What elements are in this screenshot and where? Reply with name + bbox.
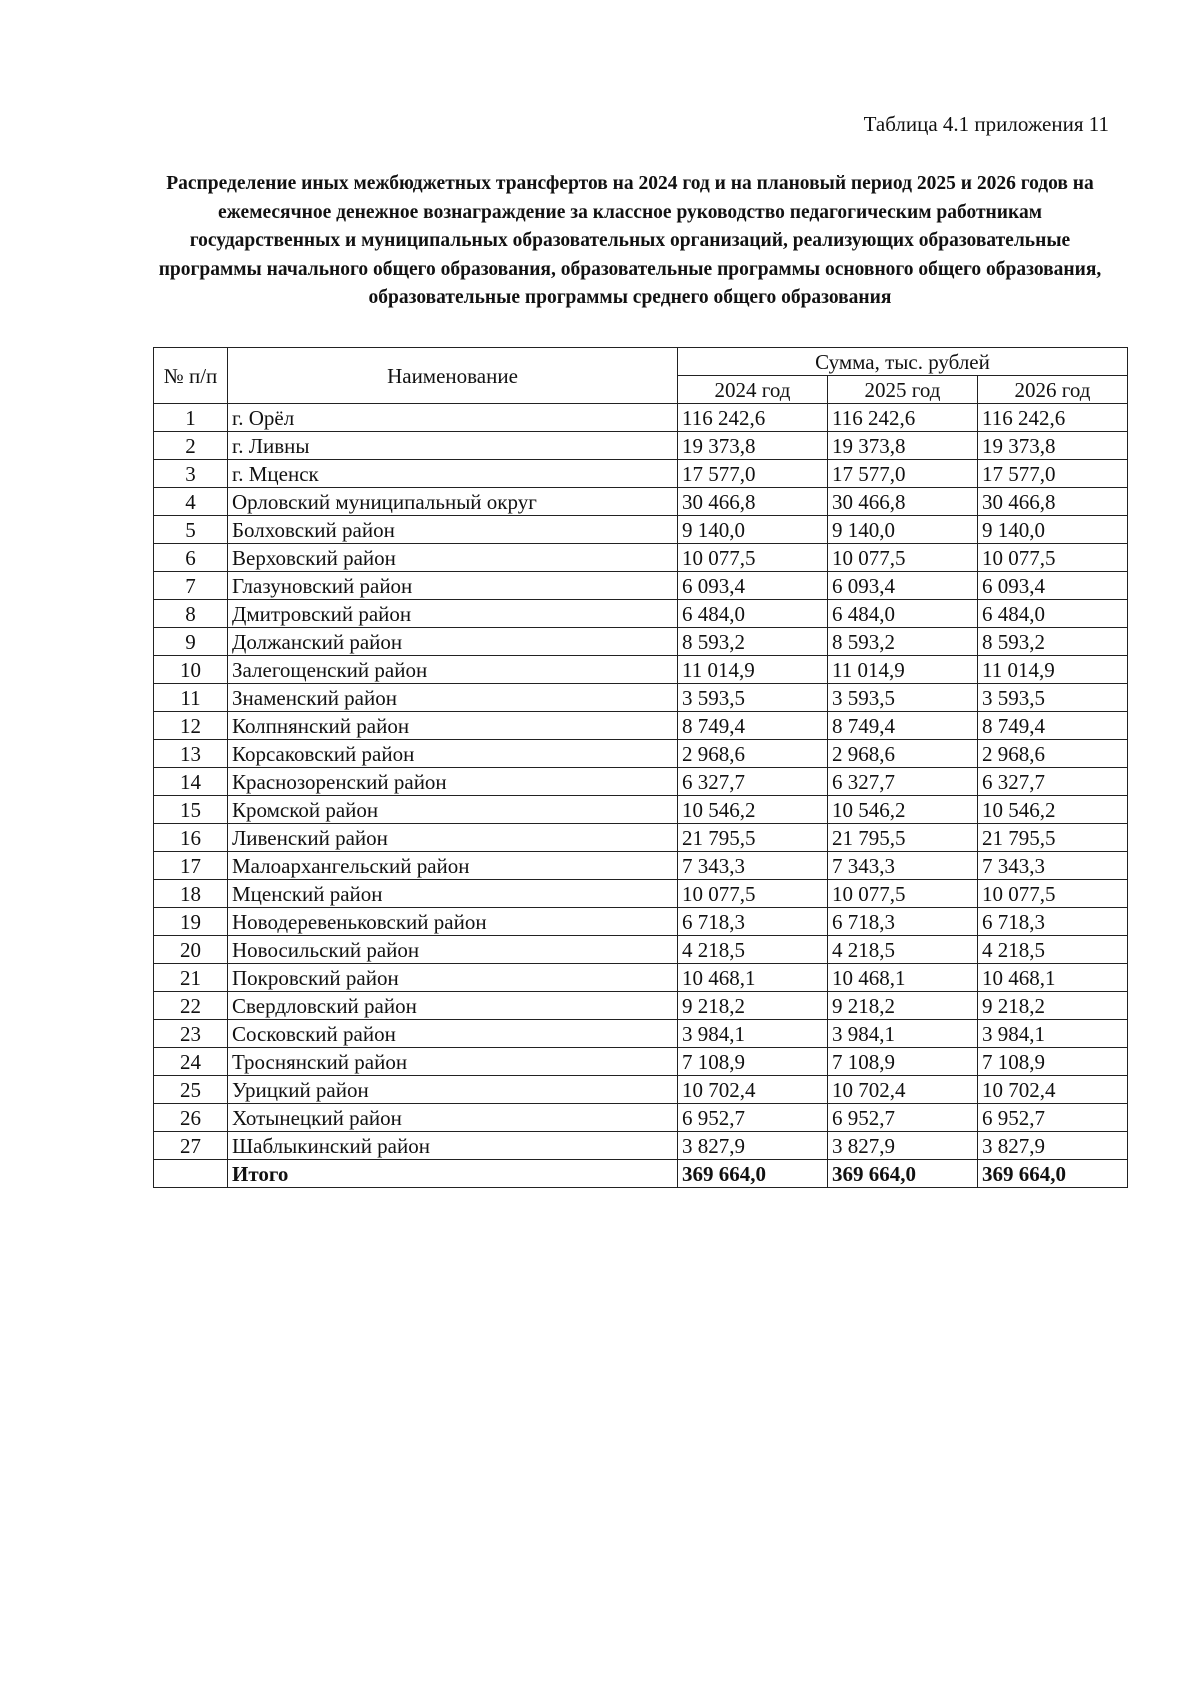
value-2026: 6 952,7 xyxy=(978,1104,1128,1132)
table-row xyxy=(154,516,1128,544)
value-2025: 116 242,6 xyxy=(828,404,978,432)
value-2024: 10 468,1 xyxy=(678,964,828,992)
value-2026: 3 827,9 xyxy=(978,1132,1128,1160)
total-2024: 369 664,0 xyxy=(678,1160,828,1188)
value-2025: 19 373,8 xyxy=(828,432,978,460)
table-row xyxy=(154,404,1128,432)
value-2026: 8 593,2 xyxy=(978,628,1128,656)
value-2025: 10 468,1 xyxy=(828,964,978,992)
value-2025: 6 484,0 xyxy=(828,600,978,628)
value-2026: 3 593,5 xyxy=(978,684,1128,712)
value-2025: 3 827,9 xyxy=(828,1132,978,1160)
row-number: 20 xyxy=(154,936,228,964)
row-name: Шаблыкинский район xyxy=(228,1132,678,1160)
header-year-2025: 2025 год xyxy=(828,376,978,404)
table-row xyxy=(154,852,1128,880)
row-number: 3 xyxy=(154,460,228,488)
table-row xyxy=(154,768,1128,796)
row-number: 23 xyxy=(154,1020,228,1048)
value-2025: 4 218,5 xyxy=(828,936,978,964)
row-number: 10 xyxy=(154,656,228,684)
row-name: Должанский район xyxy=(228,628,678,656)
value-2024: 10 702,4 xyxy=(678,1076,828,1104)
table-row xyxy=(154,796,1128,824)
value-2024: 19 373,8 xyxy=(678,432,828,460)
value-2026: 11 014,9 xyxy=(978,656,1128,684)
row-name: Знаменский район xyxy=(228,684,678,712)
row-number: 25 xyxy=(154,1076,228,1104)
value-2024: 3 827,9 xyxy=(678,1132,828,1160)
value-2024: 10 077,5 xyxy=(678,880,828,908)
value-2025: 30 466,8 xyxy=(828,488,978,516)
value-2026: 6 093,4 xyxy=(978,572,1128,600)
value-2024: 8 749,4 xyxy=(678,712,828,740)
table-row xyxy=(154,460,1128,488)
value-2025: 8 593,2 xyxy=(828,628,978,656)
table-row xyxy=(154,880,1128,908)
row-name: г. Орёл xyxy=(228,404,678,432)
row-name: Болховский район xyxy=(228,516,678,544)
row-name: Троснянский район xyxy=(228,1048,678,1076)
header-name: Наименование xyxy=(228,348,678,404)
value-2024: 4 218,5 xyxy=(678,936,828,964)
value-2026: 30 466,8 xyxy=(978,488,1128,516)
row-name: Новодеревеньковский район xyxy=(228,908,678,936)
table-row xyxy=(154,488,1128,516)
value-2026: 6 718,3 xyxy=(978,908,1128,936)
value-2025: 9 218,2 xyxy=(828,992,978,1020)
value-2024: 10 546,2 xyxy=(678,796,828,824)
row-name: Корсаковский район xyxy=(228,740,678,768)
value-2024: 7 108,9 xyxy=(678,1048,828,1076)
row-name: г. Ливны xyxy=(228,432,678,460)
value-2024: 116 242,6 xyxy=(678,404,828,432)
value-2024: 3 984,1 xyxy=(678,1020,828,1048)
table-row xyxy=(154,600,1128,628)
value-2025: 6 952,7 xyxy=(828,1104,978,1132)
total-num-cell xyxy=(154,1160,228,1188)
value-2025: 7 343,3 xyxy=(828,852,978,880)
value-2026: 7 343,3 xyxy=(978,852,1128,880)
value-2025: 11 014,9 xyxy=(828,656,978,684)
table-row xyxy=(154,1020,1128,1048)
value-2024: 8 593,2 xyxy=(678,628,828,656)
value-2025: 3 984,1 xyxy=(828,1020,978,1048)
value-2026: 10 702,4 xyxy=(978,1076,1128,1104)
document-title: Распределение иных межбюджетных трансфертов на 2024 год и на плановый период 2025 и 2026 годов на ежемесячное денежное вознаграждение за классное руководство педагогическим работникам государственных и муниципальных образовательных организаций, реализующих образовательные программы начального общего образования, образовательные программы основного общего образования, образовательные программы среднего общего образования xyxy=(158,173,1102,308)
row-number: 7 xyxy=(154,572,228,600)
table-caption: Таблица 4.1 приложения 11 xyxy=(863,112,1109,136)
value-2026: 17 577,0 xyxy=(978,460,1128,488)
row-number: 15 xyxy=(154,796,228,824)
row-name: Новосильский район xyxy=(228,936,678,964)
row-name: Покровский район xyxy=(228,964,678,992)
value-2024: 6 484,0 xyxy=(678,600,828,628)
total-2026: 369 664,0 xyxy=(978,1160,1128,1188)
value-2024: 30 466,8 xyxy=(678,488,828,516)
value-2026: 10 077,5 xyxy=(978,544,1128,572)
table-row xyxy=(154,628,1128,656)
table-body xyxy=(154,404,1128,1188)
value-2024: 6 952,7 xyxy=(678,1104,828,1132)
value-2025: 8 749,4 xyxy=(828,712,978,740)
row-number: 5 xyxy=(154,516,228,544)
table-row xyxy=(154,908,1128,936)
value-2024: 11 014,9 xyxy=(678,656,828,684)
value-2026: 10 468,1 xyxy=(978,964,1128,992)
row-number: 26 xyxy=(154,1104,228,1132)
header-year-2024: 2024 год xyxy=(678,376,828,404)
value-2026: 3 984,1 xyxy=(978,1020,1128,1048)
value-2026: 2 968,6 xyxy=(978,740,1128,768)
row-number: 9 xyxy=(154,628,228,656)
table-row xyxy=(154,1104,1128,1132)
distribution-table xyxy=(153,347,1128,1188)
row-number: 24 xyxy=(154,1048,228,1076)
value-2025: 9 140,0 xyxy=(828,516,978,544)
row-number: 8 xyxy=(154,600,228,628)
table-row xyxy=(154,432,1128,460)
value-2024: 21 795,5 xyxy=(678,824,828,852)
table-row xyxy=(154,964,1128,992)
row-name: Кромской район xyxy=(228,796,678,824)
value-2025: 3 593,5 xyxy=(828,684,978,712)
row-number: 21 xyxy=(154,964,228,992)
value-2025: 6 327,7 xyxy=(828,768,978,796)
value-2025: 10 077,5 xyxy=(828,880,978,908)
table-row xyxy=(154,936,1128,964)
value-2026: 116 242,6 xyxy=(978,404,1128,432)
table-row xyxy=(154,544,1128,572)
row-name: Малоархангельский район xyxy=(228,852,678,880)
table-row xyxy=(154,684,1128,712)
row-name: Сосковский район xyxy=(228,1020,678,1048)
value-2026: 9 218,2 xyxy=(978,992,1128,1020)
table-row xyxy=(154,656,1128,684)
table-row xyxy=(154,1048,1128,1076)
value-2025: 7 108,9 xyxy=(828,1048,978,1076)
row-name: Мценский район xyxy=(228,880,678,908)
value-2026: 19 373,8 xyxy=(978,432,1128,460)
row-number: 12 xyxy=(154,712,228,740)
total-row xyxy=(154,1160,1128,1188)
value-2025: 17 577,0 xyxy=(828,460,978,488)
value-2026: 21 795,5 xyxy=(978,824,1128,852)
table-row xyxy=(154,740,1128,768)
value-2026: 10 546,2 xyxy=(978,796,1128,824)
value-2024: 9 218,2 xyxy=(678,992,828,1020)
row-name: Свердловский район xyxy=(228,992,678,1020)
value-2026: 9 140,0 xyxy=(978,516,1128,544)
table-row xyxy=(154,1076,1128,1104)
value-2025: 2 968,6 xyxy=(828,740,978,768)
row-number: 22 xyxy=(154,992,228,1020)
row-number: 27 xyxy=(154,1132,228,1160)
value-2025: 10 702,4 xyxy=(828,1076,978,1104)
value-2026: 7 108,9 xyxy=(978,1048,1128,1076)
value-2024: 9 140,0 xyxy=(678,516,828,544)
row-name: Глазуновский район xyxy=(228,572,678,600)
value-2025: 6 093,4 xyxy=(828,572,978,600)
row-name: Орловский муниципальный округ xyxy=(228,488,678,516)
table-row xyxy=(154,712,1128,740)
value-2024: 6 327,7 xyxy=(678,768,828,796)
total-label: Итого xyxy=(228,1160,678,1188)
header-year-2026: 2026 год xyxy=(978,376,1128,404)
row-name: Хотынецкий район xyxy=(228,1104,678,1132)
row-name: Верховский район xyxy=(228,544,678,572)
value-2024: 6 718,3 xyxy=(678,908,828,936)
value-2026: 4 218,5 xyxy=(978,936,1128,964)
table-row xyxy=(154,992,1128,1020)
row-number: 11 xyxy=(154,684,228,712)
header-sum: Сумма, тыс. рублей xyxy=(678,348,1128,376)
row-number: 1 xyxy=(154,404,228,432)
value-2026: 8 749,4 xyxy=(978,712,1128,740)
row-number: 14 xyxy=(154,768,228,796)
value-2024: 7 343,3 xyxy=(678,852,828,880)
row-number: 19 xyxy=(154,908,228,936)
row-number: 6 xyxy=(154,544,228,572)
row-number: 16 xyxy=(154,824,228,852)
table-row xyxy=(154,824,1128,852)
value-2025: 6 718,3 xyxy=(828,908,978,936)
value-2025: 10 077,5 xyxy=(828,544,978,572)
value-2024: 2 968,6 xyxy=(678,740,828,768)
row-name: Ливенский район xyxy=(228,824,678,852)
value-2026: 10 077,5 xyxy=(978,880,1128,908)
row-name: Залегощенский район xyxy=(228,656,678,684)
value-2024: 3 593,5 xyxy=(678,684,828,712)
header-num: № п/п xyxy=(154,348,228,404)
table-row xyxy=(154,1132,1128,1160)
row-number: 2 xyxy=(154,432,228,460)
value-2025: 10 546,2 xyxy=(828,796,978,824)
value-2024: 6 093,4 xyxy=(678,572,828,600)
row-number: 18 xyxy=(154,880,228,908)
total-2025: 369 664,0 xyxy=(828,1160,978,1188)
row-name: г. Мценск xyxy=(228,460,678,488)
row-name: Урицкий район xyxy=(228,1076,678,1104)
value-2024: 10 077,5 xyxy=(678,544,828,572)
row-number: 17 xyxy=(154,852,228,880)
row-number: 4 xyxy=(154,488,228,516)
value-2026: 6 327,7 xyxy=(978,768,1128,796)
row-name: Краснозоренский район xyxy=(228,768,678,796)
row-number: 13 xyxy=(154,740,228,768)
row-name: Дмитровский район xyxy=(228,600,678,628)
value-2025: 21 795,5 xyxy=(828,824,978,852)
value-2026: 6 484,0 xyxy=(978,600,1128,628)
row-name: Колпнянский район xyxy=(228,712,678,740)
value-2024: 17 577,0 xyxy=(678,460,828,488)
table-row xyxy=(154,572,1128,600)
